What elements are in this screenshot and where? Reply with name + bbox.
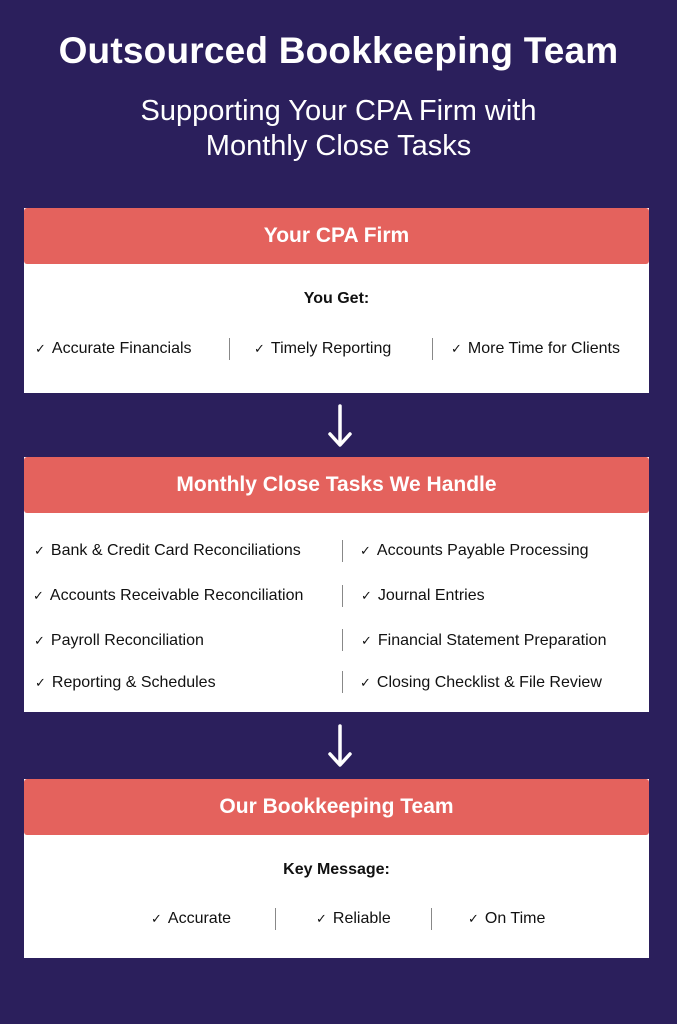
divider bbox=[229, 338, 230, 360]
divider bbox=[342, 629, 343, 651]
divider bbox=[342, 585, 343, 607]
check-icon: ✓ bbox=[151, 911, 162, 926]
task-item bbox=[361, 632, 606, 650]
task-item bbox=[35, 674, 216, 692]
task-label: Closing Checklist & File Review bbox=[376, 674, 602, 691]
monthly-close-tasks-card bbox=[24, 457, 649, 712]
check-icon: ✓ bbox=[35, 341, 46, 356]
task-item bbox=[360, 542, 589, 560]
check-icon: ✓ bbox=[360, 543, 371, 558]
benefit-item bbox=[35, 340, 192, 358]
task-label: Reporting & Schedules bbox=[51, 674, 216, 691]
you-get-label: You Get: bbox=[303, 290, 370, 307]
check-icon: ✓ bbox=[468, 911, 479, 926]
arrow-down-icon bbox=[325, 404, 355, 450]
divider bbox=[342, 540, 343, 562]
check-icon: ✓ bbox=[361, 588, 372, 603]
bookkeeping-team-heading: Our Bookkeeping Team bbox=[24, 779, 649, 835]
check-icon: ✓ bbox=[254, 341, 265, 356]
check-icon: ✓ bbox=[34, 543, 45, 558]
message-label: Accurate bbox=[167, 910, 232, 927]
cpa-firm-heading: Your CPA Firm bbox=[24, 208, 649, 264]
task-label: Accounts Payable Processing bbox=[376, 542, 589, 559]
task-item bbox=[33, 587, 303, 605]
subtitle-line-2: Monthly Close Tasks bbox=[205, 130, 472, 162]
task-label: Bank & Credit Card Reconciliations bbox=[50, 542, 301, 559]
benefit-label: Timely Reporting bbox=[270, 340, 392, 357]
page-subtitle bbox=[0, 94, 677, 164]
subtitle-line-1: Supporting Your CPA Firm with bbox=[140, 95, 537, 127]
check-icon: ✓ bbox=[35, 675, 46, 690]
page-title: Outsourced Bookkeeping Team bbox=[58, 30, 619, 71]
bookkeeping-team-card bbox=[24, 779, 649, 958]
message-item bbox=[151, 910, 231, 928]
task-item bbox=[360, 674, 602, 692]
task-label: Journal Entries bbox=[377, 587, 485, 604]
benefit-label: More Time for Clients bbox=[467, 340, 620, 357]
task-item bbox=[34, 542, 301, 560]
key-message-label: Key Message: bbox=[283, 861, 390, 878]
benefit-label: Accurate Financials bbox=[51, 340, 192, 357]
arrow-down-icon bbox=[325, 724, 355, 770]
check-icon: ✓ bbox=[360, 675, 371, 690]
task-item bbox=[361, 587, 485, 605]
task-label: Financial Statement Preparation bbox=[377, 632, 607, 649]
monthly-close-tasks-heading: Monthly Close Tasks We Handle bbox=[24, 457, 649, 513]
task-label: Accounts Receivable Reconciliation bbox=[49, 587, 304, 604]
benefit-item bbox=[254, 340, 391, 358]
benefit-item bbox=[451, 340, 620, 358]
message-label: On Time bbox=[484, 910, 546, 927]
message-item bbox=[468, 910, 545, 928]
check-icon: ✓ bbox=[34, 633, 45, 648]
check-icon: ✓ bbox=[451, 341, 462, 356]
divider bbox=[275, 908, 276, 930]
message-item bbox=[316, 910, 391, 928]
cpa-firm-card bbox=[24, 208, 649, 393]
task-label: Payroll Reconciliation bbox=[50, 632, 204, 649]
check-icon: ✓ bbox=[316, 911, 327, 926]
divider bbox=[342, 671, 343, 693]
divider bbox=[431, 908, 432, 930]
check-icon: ✓ bbox=[361, 633, 372, 648]
divider bbox=[432, 338, 433, 360]
task-item bbox=[34, 632, 204, 650]
check-icon: ✓ bbox=[33, 588, 44, 603]
message-label: Reliable bbox=[332, 910, 391, 927]
